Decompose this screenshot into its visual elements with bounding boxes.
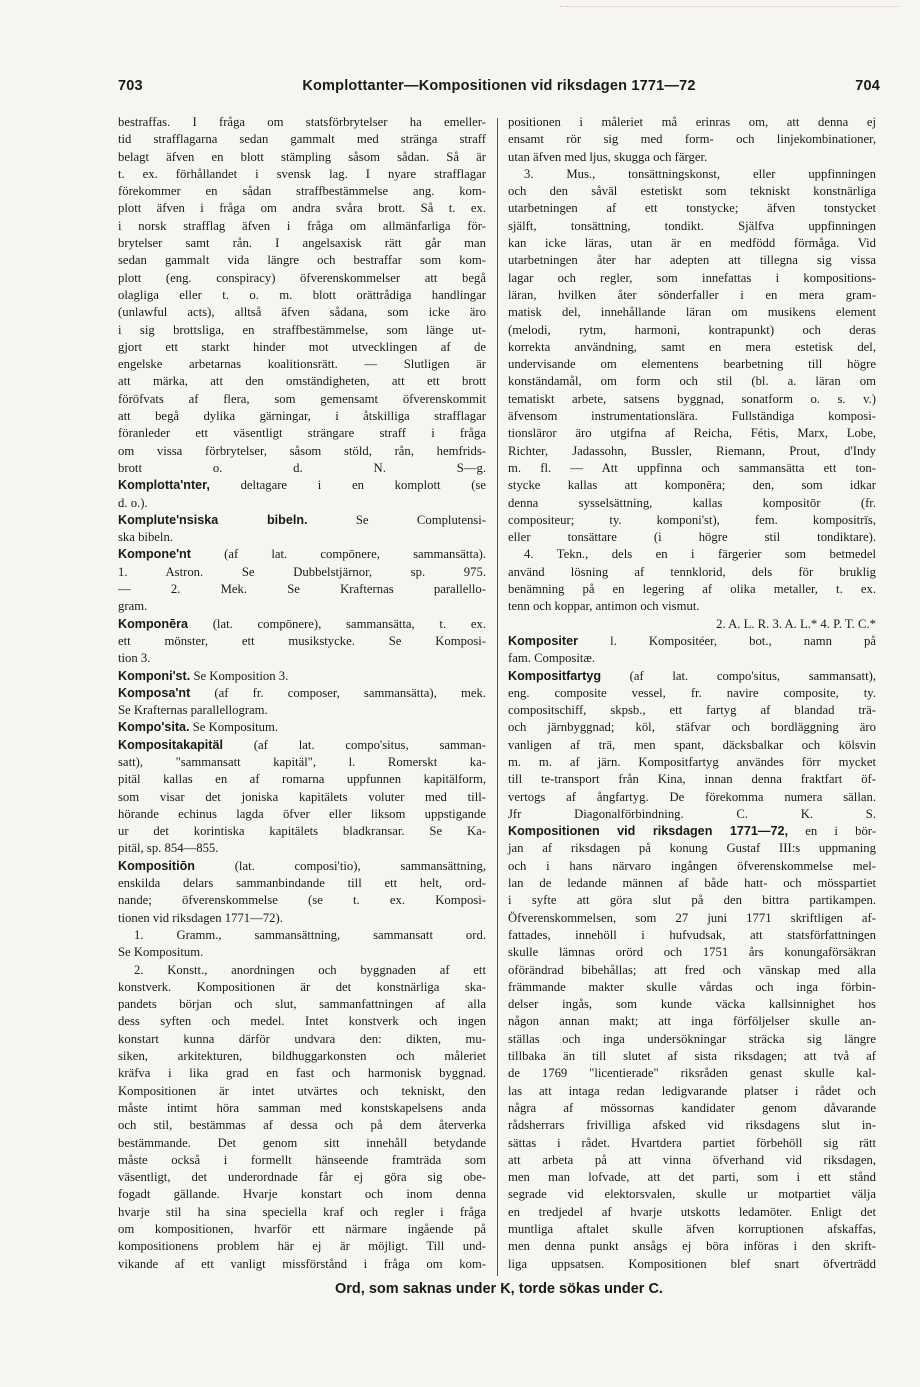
line-text: utarbetningen af ett tonstycke; äfven tonstycket bbox=[508, 201, 876, 216]
text-line bbox=[508, 806, 876, 823]
line-text: 1. Gramm., sammansättning, sammansatt ord. bbox=[134, 927, 486, 942]
line-text: plott (eng. conspiracy) öfverenskommelser att begå bbox=[118, 270, 486, 285]
entry-headword: Kompositionen vid riksdagen 1771—72, bbox=[508, 824, 789, 839]
text-line bbox=[118, 183, 486, 200]
text-line bbox=[118, 529, 486, 546]
line-text: om kompositionen, hvarför ett närmare ingående på bbox=[118, 1222, 486, 1236]
text-line bbox=[118, 616, 486, 633]
line-text: undervisande om elementens bearbetning till högre bbox=[508, 357, 876, 372]
line-text: enskilda delars sammanbindande till ett helt, ord- bbox=[118, 876, 486, 891]
line-text: (unlawful acts), alltså äfven sådana, som icke äro bbox=[118, 305, 486, 320]
line-text: tion 3. bbox=[118, 651, 151, 666]
text-line bbox=[118, 322, 486, 339]
line-text: — 2. Mek. Se Krafternas parallello- bbox=[118, 582, 486, 597]
line-text: kan icke läras, utan är en medfödd förmåga. Vid bbox=[508, 236, 876, 251]
line-text: lagar och regler, som innefattas i kompositions- bbox=[508, 270, 876, 285]
text-line bbox=[508, 304, 876, 321]
text-line bbox=[118, 1152, 486, 1169]
text-line bbox=[118, 1204, 486, 1221]
scan-edge-artifact bbox=[560, 6, 900, 7]
text-line bbox=[118, 425, 486, 442]
line-text: (af lat. compo'situs, samman- bbox=[222, 737, 486, 752]
line-text: tenn och koppar, antimon och vismut. bbox=[508, 599, 700, 614]
line-text: dess syften och medel. Intet konstverk och ingen bbox=[118, 1014, 486, 1029]
text-line bbox=[508, 495, 876, 512]
line-text: fattades, innehöll i hufvudsak, att statsförfattningen bbox=[508, 927, 876, 942]
text-line bbox=[118, 1238, 486, 1255]
text-line bbox=[118, 1065, 486, 1082]
text-line bbox=[118, 235, 486, 252]
text-line bbox=[508, 443, 876, 460]
text-line bbox=[118, 114, 486, 131]
text-line bbox=[118, 944, 486, 961]
running-title: Komplottanter—Kompositionen vid riksdagen 1771—72 bbox=[302, 78, 696, 94]
line-text: segrade vid elektorsvalen, skulle ur motpartiet välja bbox=[508, 1187, 876, 1202]
text-line bbox=[118, 789, 486, 806]
line-text: eng. composite vessel, fr. navire composite, ty. bbox=[508, 685, 876, 700]
line-text: bestraffas. I fråga om statsförbrytelser ha emeller- bbox=[118, 115, 486, 129]
text-line bbox=[508, 546, 876, 563]
line-text: l. Kompositéer, bot., namn på bbox=[577, 633, 876, 648]
text-line bbox=[508, 1065, 876, 1082]
line-text: Öfverenskommelsen, som 27 juni 1771 skriftligen af- bbox=[508, 910, 876, 925]
text-line bbox=[508, 702, 876, 719]
text-line bbox=[508, 875, 876, 892]
text-line bbox=[508, 910, 876, 927]
line-text: 1. Astron. Se Dubbelstjärnor, sp. 975. bbox=[118, 564, 486, 579]
text-line bbox=[508, 114, 876, 131]
text-line bbox=[118, 702, 486, 719]
line-text: de 1769 "licentierade" riksråden genast skulle kal- bbox=[508, 1066, 876, 1081]
text-line bbox=[508, 685, 876, 702]
text-line bbox=[508, 149, 876, 166]
entry-headword: Kompositiōn bbox=[118, 858, 195, 873]
text-line bbox=[508, 477, 876, 494]
text-line bbox=[508, 1238, 876, 1255]
entry-headword: Kompone'nt bbox=[118, 547, 191, 562]
line-text: ett mönster, ett musikstycke. Se Komposi- bbox=[118, 633, 486, 648]
text-line bbox=[508, 339, 876, 356]
line-text: utarbetningen åter har adepten att tillegna sig vissa bbox=[508, 253, 876, 268]
line-text: brott o. d. N. S—g. bbox=[118, 460, 486, 475]
line-text: tionen vid riksdagen 1771—72). bbox=[118, 910, 283, 925]
line-text: oförändrad bibehållas; att fred och vänskap med alla bbox=[508, 962, 876, 977]
text-line bbox=[508, 391, 876, 408]
text-line bbox=[508, 927, 876, 944]
text-line bbox=[118, 1013, 486, 1030]
text-line bbox=[118, 1221, 486, 1238]
text-line bbox=[118, 892, 486, 909]
line-text: främmande makter skulle vårdas och inga förbin- bbox=[508, 979, 876, 994]
line-text: gram. bbox=[118, 599, 148, 614]
line-text: 4. Tekn., dels en i färgerier som betmedel bbox=[524, 547, 876, 562]
text-line bbox=[118, 927, 486, 944]
line-text: Se Krafternas parallellogram. bbox=[118, 703, 268, 718]
line-text: förekommer en sådan straffbestämmelse ang. kom- bbox=[118, 184, 486, 199]
text-line bbox=[508, 1048, 876, 1065]
entry-headword: Komponēra bbox=[118, 616, 188, 631]
line-text: las att intaga redan ledigvarande platser i rådet och bbox=[508, 1083, 876, 1098]
line-text: 3. Mus., tonsättningskonst, eller uppfinningen bbox=[524, 166, 876, 181]
text-line bbox=[118, 598, 486, 615]
entry-headword: Komplotta'nter, bbox=[118, 478, 210, 493]
line-text: engelske arbetarnas koalitionsrätt. — Slutligen är bbox=[118, 357, 486, 372]
entry-headword: Komplute'nsiska bibeln. bbox=[118, 512, 308, 527]
line-text: m. fl. — Att uppfinna och sammansätta ett ton- bbox=[508, 460, 876, 475]
text-line bbox=[508, 408, 876, 425]
line-text: pitäl, sp. 854—855. bbox=[118, 841, 219, 856]
line-text: i sig brottsliga, en straffbestämmelse, som länge ut- bbox=[118, 322, 486, 337]
text-line bbox=[118, 356, 486, 373]
text-line bbox=[118, 252, 486, 269]
line-text: kräfva i lika grad en fast och harmonisk byggnad. bbox=[118, 1066, 486, 1081]
text-line bbox=[118, 979, 486, 996]
line-text: korrekta användning, samt en mera estetisk del, bbox=[508, 339, 876, 354]
text-line bbox=[508, 840, 876, 857]
line-text: vikande af ett vanligt missförstånd i fråga om kom- bbox=[118, 1256, 486, 1271]
entry-headword: Kompositfartyg bbox=[508, 668, 602, 683]
line-text: 2. A. L. R. 3. A. L.* 4. P. T. C.* bbox=[716, 616, 876, 631]
text-line bbox=[508, 460, 876, 477]
line-text: Se Complutensi- bbox=[307, 512, 486, 527]
text-line bbox=[118, 1048, 486, 1065]
text-line bbox=[118, 875, 486, 892]
text-line bbox=[508, 979, 876, 996]
line-text: stycke kallas att komponēra; den, som idkar bbox=[508, 478, 876, 493]
line-text: plott äfven i fråga om andra svåra brott. Så t. ex. bbox=[118, 201, 486, 216]
line-text: själft, tonsättning, tondikt. Själfva uppfinningen bbox=[508, 218, 876, 233]
text-line bbox=[118, 339, 486, 356]
text-line bbox=[508, 944, 876, 961]
line-text: som visar det joniska kapitälets voluter med till- bbox=[118, 789, 486, 804]
line-text: och stil, bestämmas af dessa och på dem återverka bbox=[118, 1118, 486, 1133]
line-text: utan äfven med ljus, skugga och färger. bbox=[508, 149, 708, 164]
line-text: Se Kompositum. bbox=[118, 945, 204, 960]
line-text: muntliga aftalet skulle äfven korruptionen afskaffas, bbox=[508, 1222, 876, 1236]
line-text: att arbeta på att vinna öfverhand vid riksdagen, bbox=[508, 1152, 876, 1167]
line-text: en i bör- bbox=[788, 824, 877, 839]
text-line bbox=[118, 1135, 486, 1152]
text-line bbox=[118, 1169, 486, 1186]
text-line bbox=[118, 737, 486, 754]
line-text: benämning på en legering af olika metaller, t. ex. bbox=[508, 582, 876, 597]
line-text: (af lat. compōnere, sammansätta). bbox=[190, 547, 486, 562]
text-line bbox=[508, 1152, 876, 1169]
line-text: tematiskt arbete, satsens byggnad, sonatform o. s. v.) bbox=[508, 391, 876, 406]
text-line bbox=[508, 771, 876, 788]
text-line bbox=[508, 1221, 876, 1238]
text-line bbox=[118, 166, 486, 183]
line-text: ställas och inga undersökningar sträcka sig längre bbox=[508, 1031, 876, 1046]
text-line bbox=[508, 823, 876, 840]
left-column bbox=[118, 114, 486, 1273]
line-text: siken, arkitekturen, bildhuggarkonsten och måleriet bbox=[118, 1049, 486, 1064]
line-text: att begå dylika gärningar, i åtskilliga strafflagar bbox=[118, 409, 486, 424]
text-line bbox=[118, 1117, 486, 1134]
line-text: sättas i rådet. Hvartdera partiet förbehöll sig rätt bbox=[508, 1135, 876, 1150]
text-line bbox=[508, 789, 876, 806]
text-line bbox=[508, 252, 876, 269]
text-line bbox=[508, 1013, 876, 1030]
line-text: till te-transport från Kina, innan denna fraktfart öf- bbox=[508, 772, 876, 787]
line-text: fam. Compositæ. bbox=[508, 651, 596, 666]
text-line bbox=[508, 131, 876, 148]
text-line bbox=[508, 512, 876, 529]
text-line bbox=[118, 996, 486, 1013]
line-text: vertogs af ångfartyg. De förekomma numera sällan. bbox=[508, 789, 876, 804]
line-text: 2. Konstt., anordningen och byggnaden af ett bbox=[134, 962, 486, 977]
line-text: delser ingås, som kunde väcka kallsinnighet hos bbox=[508, 997, 876, 1012]
text-line bbox=[508, 356, 876, 373]
line-text: måste också i formellt hänseende framträda som bbox=[118, 1152, 486, 1167]
text-line bbox=[118, 754, 486, 771]
text-line bbox=[508, 564, 876, 581]
text-line bbox=[508, 1100, 876, 1117]
text-line bbox=[508, 754, 876, 771]
text-line bbox=[118, 858, 486, 875]
line-text: skulle lämnas orörd och 1751 års konungaförsäkran bbox=[508, 945, 876, 960]
text-line bbox=[118, 564, 486, 581]
line-text: gjort ett starkt hinder mot utvecklingen af de bbox=[118, 339, 486, 354]
text-line bbox=[508, 996, 876, 1013]
line-text: rådsherrars frivilliga afsked vid riksdagens slut in- bbox=[508, 1118, 876, 1133]
text-line bbox=[118, 495, 486, 512]
line-text: denna sysselsättning, kallas kompositōr (fr. bbox=[508, 495, 876, 510]
text-line bbox=[508, 668, 876, 685]
text-line bbox=[508, 1135, 876, 1152]
line-text: m. m. af järn. Kompositfartyg användes förr mycket bbox=[508, 754, 876, 769]
text-line bbox=[118, 840, 486, 857]
text-line bbox=[508, 719, 876, 736]
line-text: tid strafflagarna sedan gammalt med stränga straff bbox=[118, 132, 486, 147]
line-text: tillbaka än till slutet af sista riksdagen; att två af bbox=[508, 1049, 876, 1064]
line-text: ska bibeln. bbox=[118, 530, 173, 545]
text-line bbox=[508, 737, 876, 754]
line-text: att märka, att den omständigheten, att ett brott bbox=[118, 374, 486, 389]
line-text: hvarje stil ha sina speciella kraf och regler i fråga bbox=[118, 1204, 486, 1219]
text-line bbox=[508, 1169, 876, 1186]
line-text: konstart kunna därför undvara den: dikten, mu- bbox=[118, 1031, 486, 1046]
line-text: eller tonsättare (i högre stil tondiktare). bbox=[508, 530, 876, 545]
text-line bbox=[118, 460, 486, 477]
line-text: i norsk strafflag äfven i fråga om allmänfarliga för- bbox=[118, 218, 486, 233]
text-line bbox=[508, 287, 876, 304]
line-text: Se Kompositum. bbox=[189, 720, 279, 735]
text-line bbox=[508, 1083, 876, 1100]
text-line bbox=[118, 1083, 486, 1100]
line-text: och i hans närvaro ingången öfverenskommelse mel- bbox=[508, 858, 876, 873]
line-text: ur det korintiska kapitälets bladkransar. Se Ka- bbox=[118, 824, 486, 839]
text-line bbox=[118, 443, 486, 460]
text-line bbox=[118, 546, 486, 563]
line-text: (melodi, rytm, harmoni, kontrapunkt) och deras bbox=[508, 322, 876, 337]
text-line bbox=[508, 322, 876, 339]
line-text: äfvensom instrumentationslära. Fullständiga komposi- bbox=[508, 409, 876, 424]
text-line bbox=[118, 477, 486, 494]
line-text: liga uppsatsen. Kompositionen blef snart öfverträdd bbox=[508, 1256, 876, 1271]
text-line bbox=[118, 1100, 486, 1117]
text-line bbox=[118, 373, 486, 390]
text-line bbox=[118, 806, 486, 823]
line-text: olagliga eller t. o. m. blott orättrådiga handlingar bbox=[118, 287, 486, 302]
text-line bbox=[118, 668, 486, 685]
text-line bbox=[118, 719, 486, 736]
line-text: någon annan makt; att inga förföljelser skulle an- bbox=[508, 1014, 876, 1029]
text-line bbox=[118, 910, 486, 927]
line-text: tionsläror äro utgifna af Reicha, Fétis, Marx, Lobe, bbox=[508, 426, 876, 441]
line-text: väsentligt, det underordnade får ej göra sig obe- bbox=[118, 1170, 486, 1185]
text-line bbox=[118, 408, 486, 425]
entry-headword: Kompositakapitäl bbox=[118, 737, 223, 752]
text-line bbox=[118, 633, 486, 650]
text-line bbox=[508, 183, 876, 200]
page-header bbox=[118, 78, 880, 98]
line-text: bestämmande. Det genom sitt innehåll betydande bbox=[118, 1135, 486, 1150]
text-line bbox=[508, 598, 876, 615]
line-text: pandets början och slut, sammanfattningen af alla bbox=[118, 997, 486, 1012]
text-line bbox=[508, 235, 876, 252]
text-line bbox=[508, 892, 876, 909]
entry-headword: Komponi'st. bbox=[118, 668, 191, 683]
line-text: men man lofvade, att det parti, som i ett stånd bbox=[508, 1170, 876, 1185]
line-text: kompositionens problem här ej är möjligt. Till und- bbox=[118, 1239, 486, 1254]
text-line bbox=[118, 1031, 486, 1048]
line-text: (lat. compōnere), sammansätta, t. ex. bbox=[187, 616, 486, 631]
text-line bbox=[118, 304, 486, 321]
text-line bbox=[118, 1186, 486, 1203]
line-text: (af lat. compo'situs, sammansatt), bbox=[601, 668, 876, 683]
line-text: en tredjedel af hvarje utskotts ledamöter. Enligt det bbox=[508, 1204, 876, 1219]
line-text: compositeur; ty. komponi'st), fem. kompositrīs, bbox=[508, 512, 876, 527]
line-text: föröfvats af flera, som gemensamt öfverenskommit bbox=[118, 391, 486, 406]
line-text: positionen i måleriet må erinras om, att denna ej bbox=[508, 115, 876, 129]
line-text: Richter, Jadassohn, Bussler, Riemann, Prout, d'Indy bbox=[508, 443, 876, 458]
text-line bbox=[508, 616, 876, 633]
text-line bbox=[118, 650, 486, 667]
text-line bbox=[508, 1031, 876, 1048]
text-line bbox=[118, 131, 486, 148]
line-text: vanligen af trä, men spant, däcksbalkar och kölsvin bbox=[508, 737, 876, 752]
text-line bbox=[508, 1204, 876, 1221]
line-text: fogadt gällande. Hvarje konstart och inom denna bbox=[118, 1187, 486, 1202]
text-line bbox=[508, 529, 876, 546]
line-text: om vissa förbrytelser, såsom stöld, rån, hemfrids- bbox=[118, 443, 486, 458]
line-text: hörande echinus lagda öfver eller liksom uppstigande bbox=[118, 806, 486, 821]
text-line bbox=[118, 512, 486, 529]
text-line bbox=[118, 391, 486, 408]
line-text: Kompositionen är intet utvärtes och tekniskt, den bbox=[118, 1083, 486, 1098]
text-line bbox=[118, 218, 486, 235]
text-line bbox=[508, 373, 876, 390]
text-line bbox=[508, 581, 876, 598]
line-text: i syfte att göra slut på den bittra partikampen. bbox=[508, 893, 876, 908]
line-text: sedan gammalt vida längre och bestraffar som kom- bbox=[118, 253, 486, 268]
text-line bbox=[508, 218, 876, 235]
line-text: (lat. composi'tio), sammansättning, bbox=[194, 858, 486, 873]
line-text: d. o.). bbox=[118, 495, 148, 510]
text-line bbox=[508, 425, 876, 442]
line-text: (af fr. composer, sammansätta), mek. bbox=[190, 685, 486, 700]
text-line bbox=[508, 166, 876, 183]
line-text: konstverk. Kompositionen är det konstnärliga ska- bbox=[118, 979, 486, 994]
text-line bbox=[118, 1256, 486, 1273]
text-line bbox=[118, 287, 486, 304]
entry-headword: Kompo'sita. bbox=[118, 720, 190, 735]
line-text: compositschiff, skpsb., ett fartyg af blandad trä- bbox=[508, 703, 876, 718]
line-text: brytelser samt rån. I angelsaxisk rätt går man bbox=[118, 236, 486, 251]
line-text: läran, hvilken åter sönderfaller i en mera gram- bbox=[508, 287, 876, 302]
right-column bbox=[508, 114, 876, 1273]
line-text: belagt äfven en blott stämpling såsom sådan. Så är bbox=[118, 149, 486, 164]
line-text: ensamt rör sig med form- och linjekombinationer, bbox=[508, 132, 876, 147]
column-divider bbox=[497, 118, 498, 1276]
text-line bbox=[118, 771, 486, 788]
line-text: konständamål, om form och stil (bl. a. läran om bbox=[508, 374, 876, 389]
text-line bbox=[118, 200, 486, 217]
text-line bbox=[118, 962, 486, 979]
text-line bbox=[118, 685, 486, 702]
line-text: t. ex. förhållandet i svensk lag. I nyare strafflagar bbox=[118, 166, 486, 181]
text-line bbox=[508, 270, 876, 287]
text-line bbox=[118, 149, 486, 166]
text-line bbox=[118, 823, 486, 840]
line-text: nande; öfverenskommelse (se t. ex. Komposi- bbox=[118, 893, 486, 908]
line-text: satt), "sammansatt kapitäl", l. Romerskt ka- bbox=[118, 754, 486, 769]
text-line bbox=[508, 1256, 876, 1273]
line-text: pitäl kallas en af romarna uppfunnen kapitälform, bbox=[118, 772, 486, 787]
text-line bbox=[508, 1117, 876, 1134]
line-text: måste intimt höra samman med konstskapelsens anda bbox=[118, 1100, 486, 1115]
text-line bbox=[118, 270, 486, 287]
line-text: matisk del, innehållande läran om musikens element bbox=[508, 305, 876, 320]
line-text: föranleder ett väsentligt strängare straff i fråga bbox=[118, 426, 486, 441]
text-line bbox=[508, 1186, 876, 1203]
page-number-left: 703 bbox=[118, 78, 143, 94]
line-text: och den såväl estetiskt som tekniskt konstnärliga bbox=[508, 184, 876, 199]
line-text: Jfr Diagonalförbindning. C. K. S. bbox=[508, 806, 876, 821]
text-line bbox=[118, 581, 486, 598]
line-text: jan af riksdagen på konung Gustaf III:s uppmaning bbox=[508, 841, 876, 856]
page-footer-note: Ord, som saknas under K, torde sökas under C. bbox=[335, 1281, 663, 1297]
line-text: Se Komposition 3. bbox=[190, 668, 289, 683]
line-text: använd lösning af tennklorid, dels för bruklig bbox=[508, 564, 876, 579]
text-line bbox=[508, 650, 876, 667]
text-line bbox=[508, 200, 876, 217]
entry-headword: Kompositer bbox=[508, 633, 578, 648]
text-line bbox=[508, 858, 876, 875]
line-text: och järnbyggnad; köl, stäfvar och bordläggning äro bbox=[508, 720, 876, 735]
line-text: deltagare i en komplott (se bbox=[209, 478, 486, 493]
line-text: lan de ledande männen af både hatt- och mösspartiet bbox=[508, 876, 876, 891]
line-text: men denna punkt ansågs ej böra införas i den skrift- bbox=[508, 1239, 876, 1254]
entry-headword: Komposa'nt bbox=[118, 685, 191, 700]
text-line bbox=[508, 633, 876, 650]
page-number-right: 704 bbox=[855, 78, 880, 94]
text-line bbox=[508, 962, 876, 979]
line-text: några af mössornas kandidater genom dåvarande bbox=[508, 1100, 876, 1115]
